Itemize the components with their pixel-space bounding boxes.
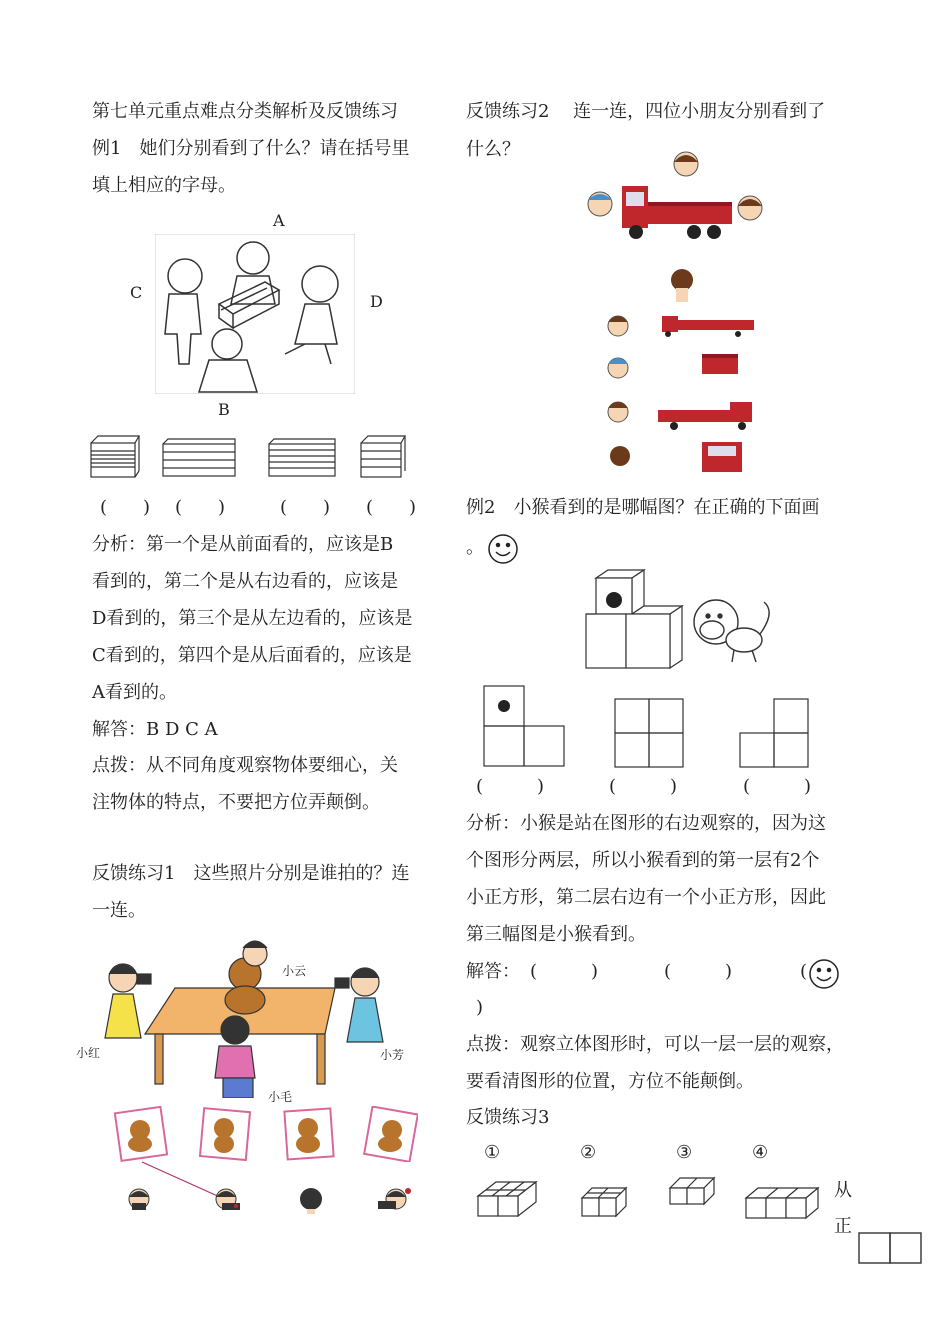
answer-paren-2[interactable]: ( ) — [175, 497, 226, 518]
analysis-line: D看到的，第三个是从左边看的，应该是 — [92, 608, 413, 629]
feedback1-question: 反馈练习1 这些照片分别是谁拍的？连 — [92, 863, 410, 884]
feedback2-question: 反馈练习2 连一连，四位小朋友分别看到了 — [466, 101, 826, 122]
option-number-1: ① — [484, 1142, 501, 1163]
answer-boxes — [858, 1232, 922, 1264]
example1-question-cont: 填上相应的字母。 — [92, 175, 236, 196]
answer-paren-c-close: ) — [476, 997, 484, 1018]
photo-2-image[interactable] — [196, 1106, 252, 1162]
view-2-image — [162, 438, 236, 478]
truck-scene-illustration — [586, 148, 766, 248]
monkey-image — [690, 592, 774, 664]
name-xiaoyun: 小云 — [282, 964, 307, 978]
tip-line: 点拨：观察立体图形时，可以一层一层的观察， — [466, 1034, 844, 1055]
example2-question-cont: 。 — [466, 537, 484, 558]
smiley-icon — [487, 533, 519, 565]
tip-line: 点拨：从不同角度观察物体要细心，关 — [92, 755, 398, 776]
example2-question: 例2 小猴看到的是哪幅图？在正确的下面画 — [466, 497, 820, 518]
cube-figure-3d — [582, 568, 692, 672]
label-a: A — [273, 211, 285, 230]
analysis-line: 分析：小猴是站在图形的右边观察的，因为这 — [466, 813, 826, 834]
page-title: 第七单元重点难点分类解析及反馈练习 — [92, 101, 398, 122]
option-number-3: ③ — [676, 1142, 693, 1163]
photo-4-image[interactable] — [362, 1106, 418, 1162]
analysis-line: C看到的，第四个是从后面看的，应该是 — [92, 645, 412, 666]
view-paren-2[interactable]: ( ) — [609, 776, 678, 797]
feedback3-title: 反馈练习3 — [466, 1107, 550, 1128]
answer-label: 解答： — [466, 961, 520, 982]
view-1-image — [90, 435, 140, 479]
photographers-table-illustration — [95, 938, 425, 1098]
name-xiaofang: 小芳 — [380, 1048, 405, 1062]
tip-line: 注物体的特点，不要把方位弄颠倒。 — [92, 792, 380, 813]
analysis-line: 个图形分两层，所以小猴看到的第一层有2个 — [466, 850, 820, 871]
side-text-1: 从 — [834, 1180, 852, 1201]
answer-paren-3[interactable]: ( ) — [280, 497, 331, 518]
view-paren-1[interactable]: ( ) — [476, 776, 545, 797]
feedback1-question-cont: 一连。 — [92, 900, 146, 921]
photo-3-image[interactable] — [280, 1106, 336, 1162]
view-4-image — [360, 435, 406, 479]
truck-matching-illustration — [598, 266, 768, 476]
tip-line: 要看清图形的位置，方位不能颠倒。 — [466, 1071, 754, 1092]
feedback2-question-cont: 什么？ — [466, 139, 520, 160]
photographer-head-2[interactable] — [210, 1185, 244, 1215]
answer-paren-b: ( ) — [664, 961, 733, 982]
photographer-head-1[interactable] — [124, 1185, 154, 1215]
answer-paren-a: ( ) — [530, 961, 599, 982]
name-xiaohong: 小红 — [76, 1046, 101, 1060]
view-paren-3[interactable]: ( ) — [743, 776, 812, 797]
answer-paren-c-open: ( — [800, 961, 808, 982]
photographer-head-3[interactable] — [296, 1185, 326, 1215]
label-c: C — [130, 283, 143, 302]
answer-paren-1[interactable]: ( ) — [100, 497, 151, 518]
analysis-line: 看到的，第二个是从右边看的，应该是 — [92, 571, 398, 592]
children-observing-illustration — [155, 234, 355, 394]
analysis-line: 小正方形，第二层右边有一个小正方形，因此 — [466, 887, 826, 908]
option-number-2: ② — [580, 1142, 597, 1163]
analysis-line: 分析：第一个是从前面看的，应该是B — [92, 534, 394, 555]
name-xiaomao: 小毛 — [268, 1090, 293, 1104]
smiley-icon — [808, 958, 840, 990]
label-d: D — [370, 292, 383, 311]
view-option-2 — [614, 698, 684, 768]
side-text-2: 正 — [834, 1216, 852, 1237]
cube-arrangement-3 — [668, 1176, 716, 1206]
view-option-1 — [483, 685, 565, 767]
example1-question: 例1 她们分别看到了什么？请在括号里 — [92, 138, 410, 159]
answer-paren-4[interactable]: ( ) — [366, 497, 417, 518]
cube-arrangement-4 — [744, 1184, 820, 1220]
photo-1-image[interactable] — [112, 1106, 168, 1162]
option-number-4: ④ — [752, 1142, 769, 1163]
analysis-line: A看到的。 — [92, 682, 177, 703]
cube-arrangement-1 — [476, 1176, 540, 1220]
view-option-3 — [739, 698, 809, 768]
view-3-image — [268, 438, 336, 478]
photographer-head-4[interactable] — [374, 1185, 414, 1215]
analysis-line: 第三幅图是小猴看到。 — [466, 924, 646, 945]
label-b: B — [218, 400, 230, 419]
answer-line: 解答：B D C A — [92, 719, 218, 740]
cube-arrangement-2 — [580, 1184, 628, 1218]
